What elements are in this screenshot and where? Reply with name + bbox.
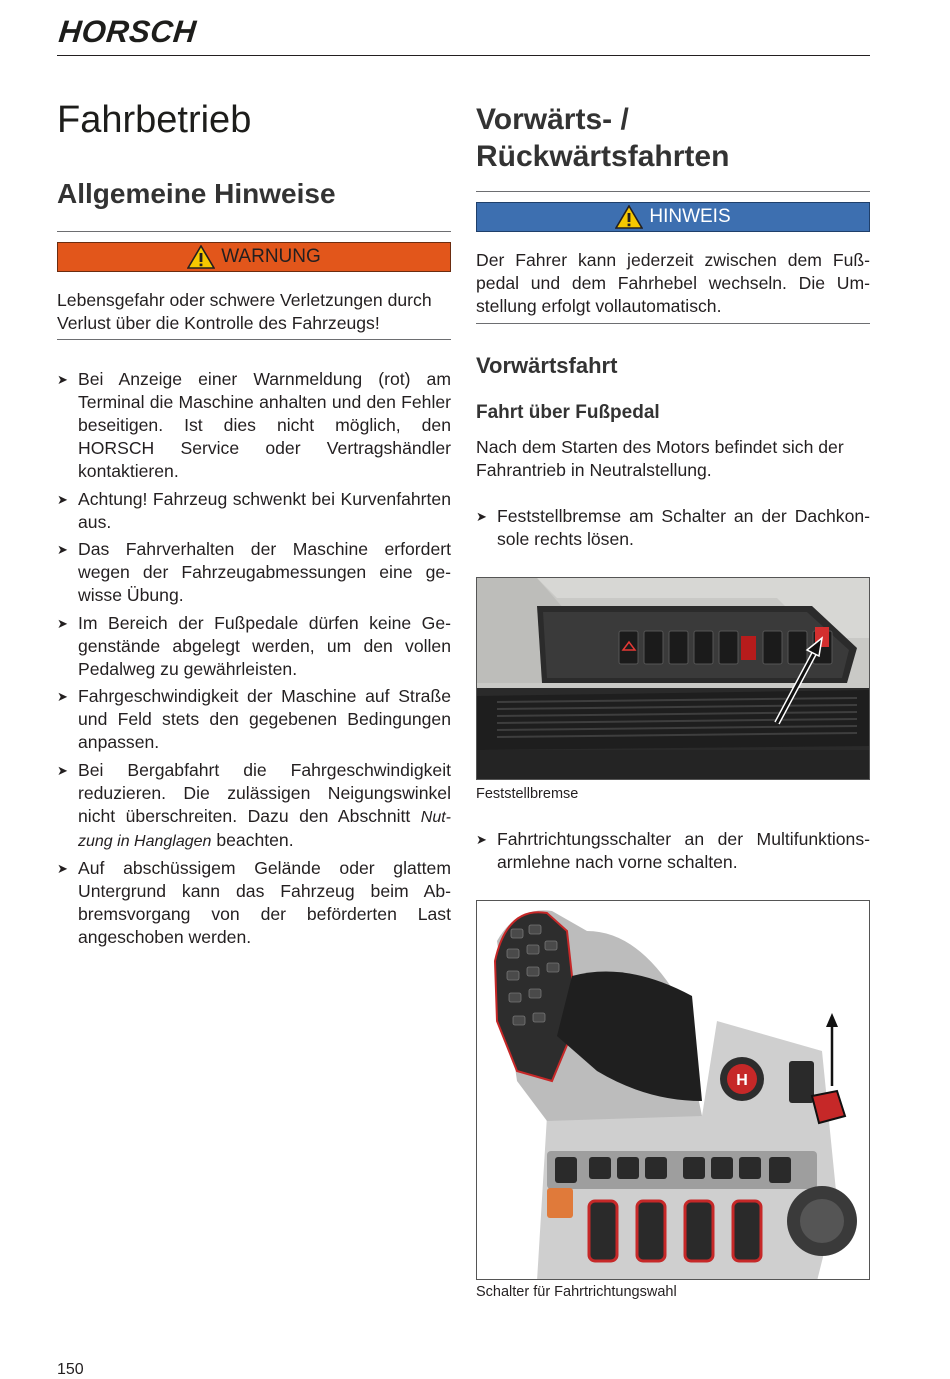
list-item: ➤ Fahrgeschwindigkeit der Maschine auf Straße und Feld stets den gegebenen Bedingungen anpassen.	[57, 686, 451, 752]
list-item: ➤ Fahrtrichtungsschalter an der Multifunktionsarmlehne nach vorne schalten.	[476, 829, 870, 872]
arrow-bullet-icon: ➤	[57, 615, 68, 631]
arrow-bullet-icon: ➤	[57, 491, 68, 507]
subsection-forward: Vorwärtsfahrt	[476, 353, 618, 378]
section-title-line1: Vorwärts- /	[476, 103, 629, 136]
svg-text:H: H	[736, 1072, 748, 1089]
list-item: ➤ Im Bereich der Fußpedale dürfen keine Gegenstände abgelegt werden, um den vollen Pedalweg zu gewährleisten.	[57, 612, 451, 679]
arrow-bullet-icon: ➤	[57, 372, 68, 387]
warning-banner	[57, 242, 451, 272]
section-rule	[476, 191, 870, 192]
horsch-logo: HORSCH	[57, 14, 199, 49]
page-title: Fahrbetrieb	[57, 99, 252, 141]
list-item: ➤ Feststellbremse am Schalter an der Dachkonsole rechts lösen.	[476, 506, 870, 549]
arrow-bullet-icon: ➤	[57, 762, 68, 778]
list-item: ➤ Achtung! Fahrzeug schwenkt bei Kurvenfahrten aus.	[57, 488, 451, 532]
section-title-general: Allgemeine Hinweise	[57, 178, 336, 209]
header-rule	[57, 55, 870, 56]
instruction-list	[57, 368, 451, 954]
section-rule	[57, 231, 451, 232]
note-text: Der Fahrer kann jederzeit zwischen dem Fußpedal und dem Fahrhebel wechseln. Die Umstellung erfolgt vollautomatisch.	[476, 250, 870, 316]
page-number: 150	[57, 1361, 84, 1378]
parking-brake-photo	[476, 577, 870, 780]
list-item: ➤ Bei Anzeige einer Warnmeldung (rot) am Terminal die Maschine anhalten und den Fehler beseitigen. Ist dies nicht möglich, den HORSCH Service oder Vertragshändler kontaktieren.	[57, 369, 451, 481]
warning-triangle-icon	[615, 205, 643, 229]
note-label: HINWEIS	[649, 206, 731, 227]
section-reference-link[interactable]: Nutzung in Hanglagen	[78, 808, 451, 850]
list-item: ➤ Auf abschüssigem Gelände oder glattem Untergrund kann das Fahrzeug beim Abbremsvorgang von der beförderten Last angeschoben werden.	[57, 858, 451, 947]
section-title-line2: Rückwärtsfahrten	[476, 140, 730, 173]
arrow-bullet-icon: ➤	[57, 861, 68, 876]
warning-end-rule	[57, 339, 451, 340]
warning-text: Lebensgefahr oder schwere Verletzungen durch Verlust über die Kontrolle des Fahrzeugs!	[57, 290, 432, 333]
multifunction-armrest-image	[477, 901, 870, 1280]
list-item: ➤ Das Fahrverhalten der Maschine erfordert wegen der Fahrzeugabmessungen eine gewisse Übung.	[57, 539, 451, 605]
arrow-bullet-icon: ➤	[476, 832, 487, 847]
warning-label: WARNUNG	[221, 246, 321, 267]
step-list-1	[476, 505, 870, 556]
list-item: ➤ Bei Bergabfahrt die Fahrgeschwindigkeit reduzieren. Die zulässigen Neigungswinkel nicht überschreiten. Dazu den Abschnitt Nutzung in Hanglagen beachten.	[57, 759, 451, 850]
warning-triangle-icon	[187, 245, 215, 269]
armrest-photo	[476, 900, 870, 1280]
step-list-2	[476, 828, 870, 879]
figure2-caption: Schalter für Fahrtrichtungswahl	[476, 1284, 677, 1300]
note-banner	[476, 202, 870, 232]
figure1-caption: Feststellbremse	[476, 786, 579, 802]
arrow-bullet-icon: ➤	[476, 509, 487, 524]
roof-console-image	[477, 578, 870, 780]
arrow-bullet-icon: ➤	[57, 542, 68, 557]
subsection-pedal: Fahrt über Fußpedal	[476, 402, 660, 423]
arrow-bullet-icon: ➤	[57, 689, 68, 704]
intro-paragraph: Nach dem Starten des Motors befindet sich der Fahrantrieb in Neutralstellung.	[476, 437, 844, 480]
note-end-rule	[476, 323, 870, 324]
